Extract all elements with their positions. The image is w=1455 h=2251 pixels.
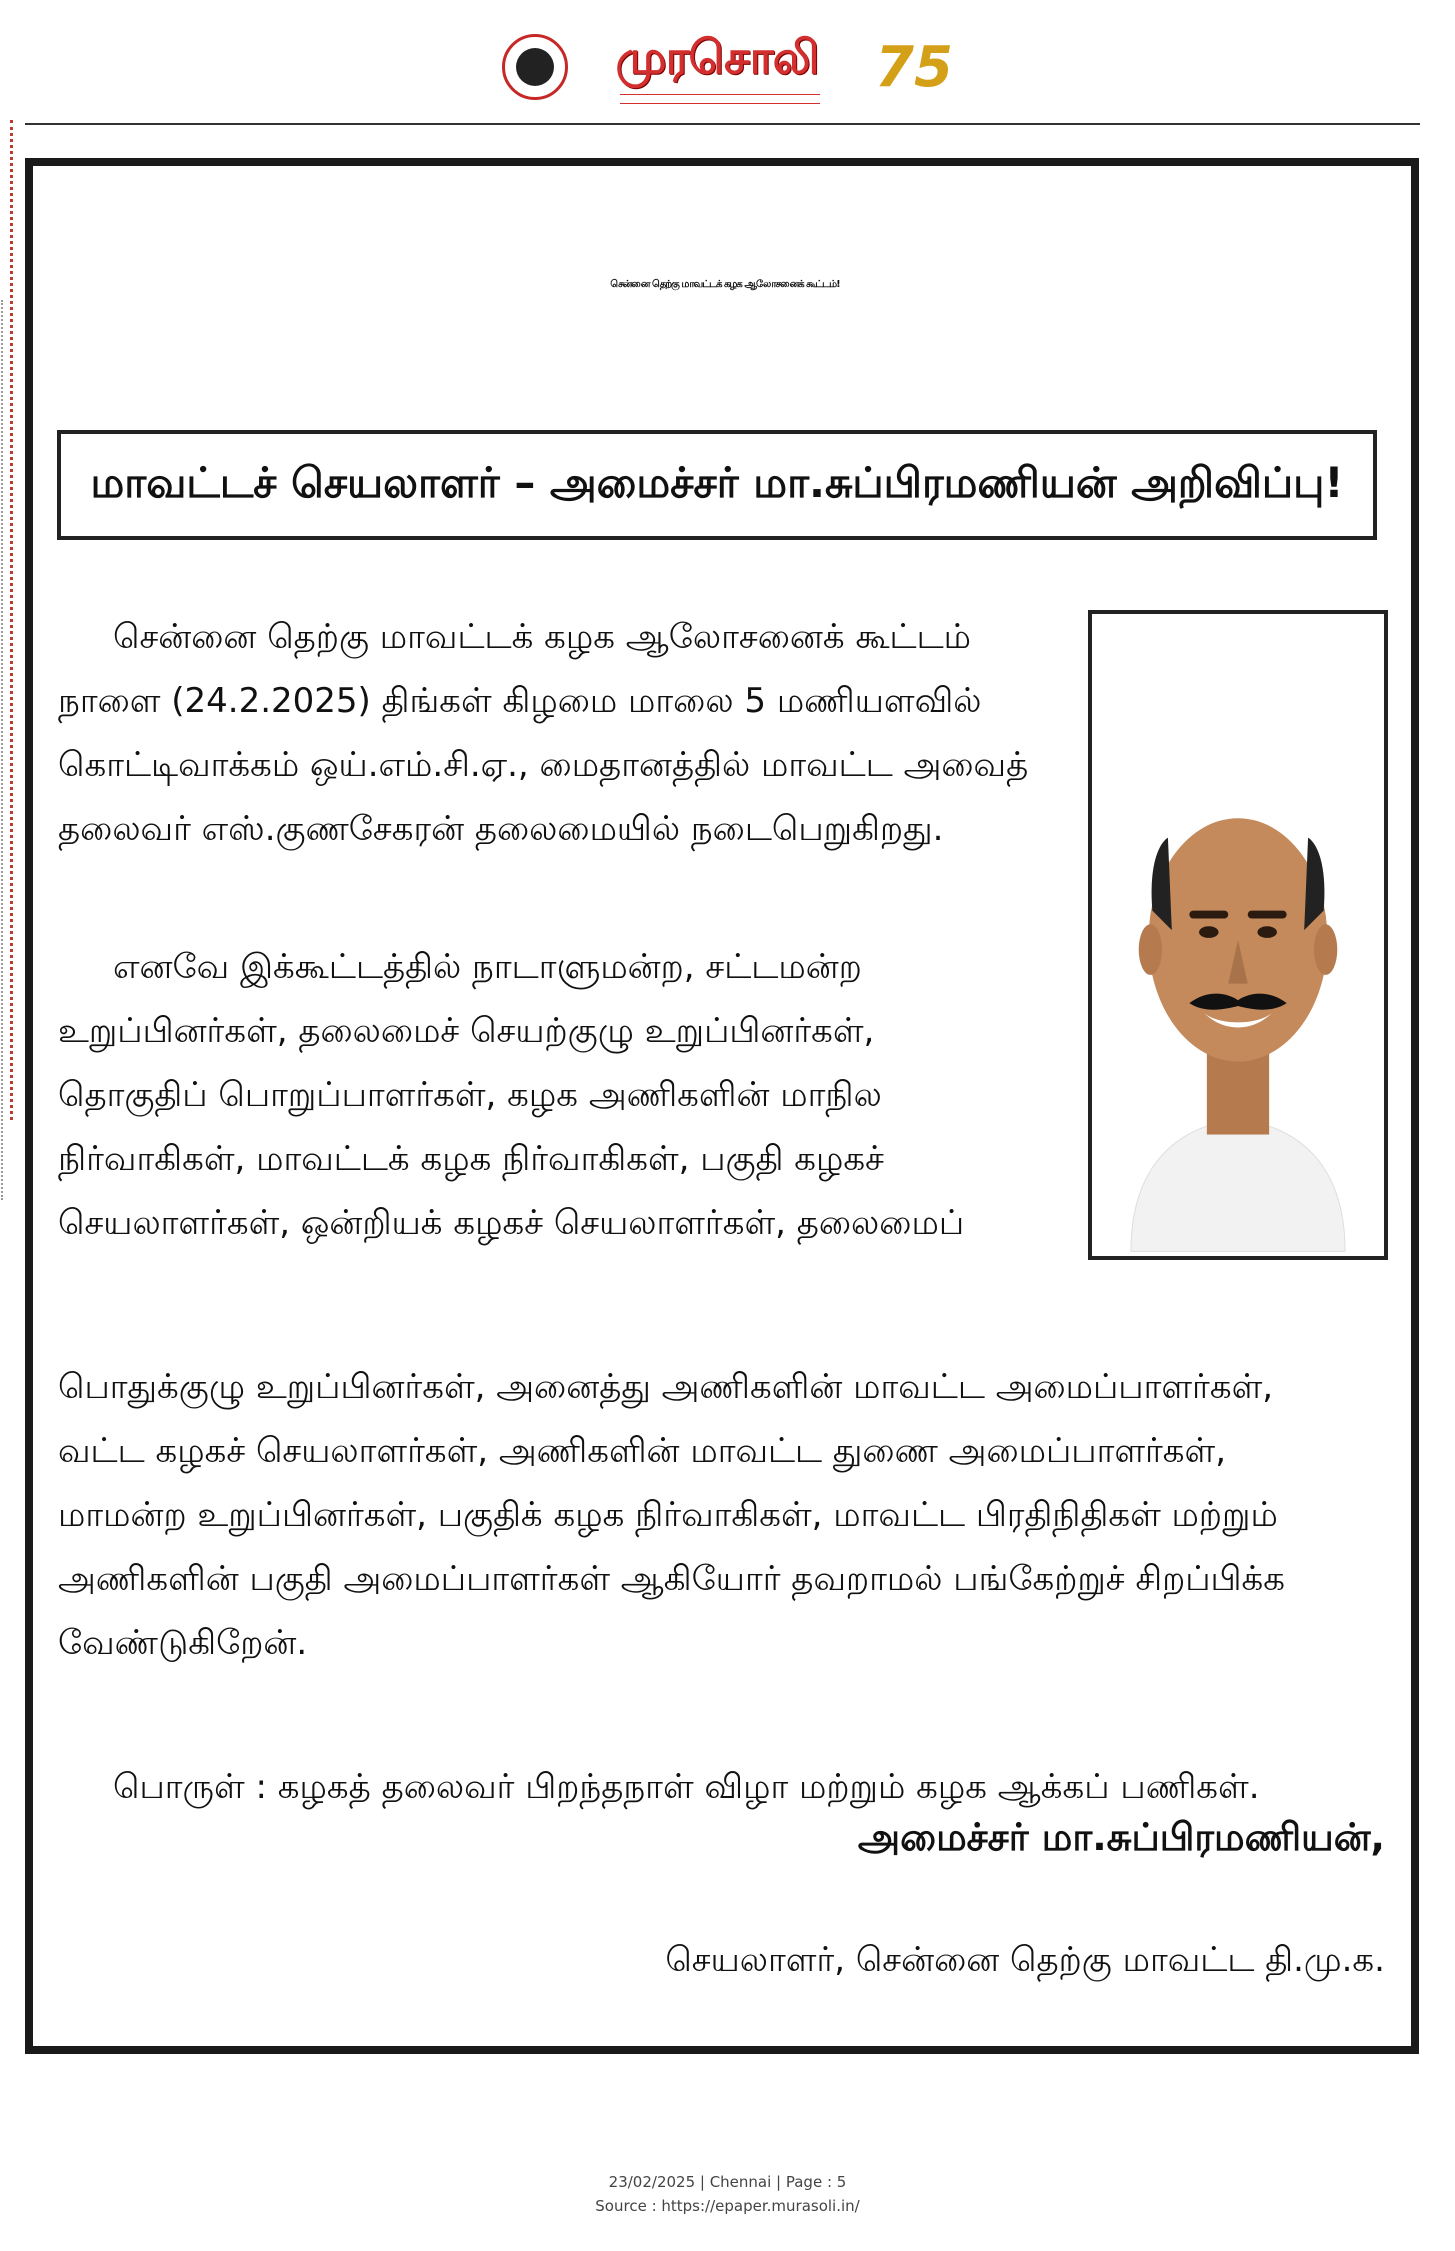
paragraph-invitees-continued (58, 1355, 1383, 1675)
newspaper-logo: முரசொலி (615, 29, 819, 84)
subheadline-box (57, 430, 1377, 540)
logo-underline (620, 94, 820, 104)
text-line: சென்னை தெற்கு மாவட்டக் கழக ஆலோசனைக் கூட்டம் (113, 617, 972, 657)
text-line: எனவே இக்கூட்டத்தில் நாடாளுமன்ற, சட்டமன்ற (113, 947, 862, 987)
text-line: மாமன்ற உறுப்பினர்கள், பகுதிக் கழக நிர்வாகிகள், மாவட்ட பிரதிநிதிகள் மற்றும் (58, 1495, 1278, 1535)
ad-subheadline: மாவட்டச் செயலாளர் – அமைச்சர் மா.சுப்பிரமணியன் அறிவிப்பு! (90, 457, 1344, 507)
masthead-divider (25, 123, 1420, 125)
agenda-line: பொருள் : கழகத் தலைவர் பிறந்தநாள் விழா மற்றும் கழக ஆக்கப் பணிகள். (113, 1767, 1260, 1807)
text-line: பொதுக்குழு உறுப்பினர்கள், அனைத்து அணிகளின் மாவட்ட அமைப்பாளர்கள், (58, 1367, 1274, 1407)
paragraph-invitees (58, 935, 1068, 1255)
edition-info: 23/02/2025 | Chennai | Page : 5 (608, 2173, 847, 2191)
text-line: நிர்வாகிகள், மாவட்டக் கழக நிர்வாகிகள், பகுதி கழகச் (58, 1139, 884, 1179)
source-link[interactable]: Source : https://epaper.murasoli.in/ (595, 2197, 860, 2215)
paragraph-meeting-details (58, 605, 1068, 861)
anniversary-emblem: 75 (875, 34, 953, 100)
text-line: வட்ட கழகச் செயலாளர்கள், அணிகளின் மாவட்ட துணை அமைப்பாளர்கள், (58, 1431, 1227, 1471)
text-line: வேண்டுகிறேன். (58, 1623, 308, 1663)
paragraph-agenda (58, 1755, 1383, 1819)
text-line: செயலாளர்கள், ஒன்றியக் கழகச் செயலாளர்கள், தலைமைப் (58, 1203, 965, 1243)
text-line: உறுப்பினர்கள், தலைமைச் செயற்குழு உறுப்பினர்கள், (58, 1011, 875, 1051)
page-footer (0, 2170, 1455, 2218)
signatory-title: செயலாளர், சென்னை தெற்கு மாவட்ட தி.மு.க. (665, 1940, 1385, 1980)
newspaper-masthead (0, 12, 1455, 107)
portrait-image (1092, 614, 1384, 1256)
portrait-photo (1088, 610, 1388, 1260)
text-line: தொகுதிப் பொறுப்பாளர்கள், கழக அணிகளின் மாநில (58, 1075, 882, 1115)
party-seal-icon (502, 34, 568, 100)
text-line: அணிகளின் பகுதி அமைப்பாளர்கள் ஆகியோர் தவறாமல் பங்கேற்றுச் சிறப்பிக்க (58, 1559, 1286, 1599)
text-line: நாளை (24.2.2025) திங்கள் கிழமை மாலை 5 மணியளவில் (58, 681, 982, 721)
signatory-name: அமைச்சர் மா.சுப்பிரமணியன், (857, 1815, 1385, 1859)
margin-dotted-line (1, 300, 11, 1200)
ad-headline: சென்னை தெற்கு மாவட்டக் கழக ஆலோசனைக் கூட்டம்! (610, 279, 840, 290)
text-line: கொட்டிவாக்கம் ஒய்.எம்.சி.ஏ., மைதானத்தில் மாவட்ட அவைத் (58, 745, 1029, 785)
text-line: தலைவர் எஸ்.குணசேகரன் தலைமையில் நடைபெறுகிறது. (58, 809, 944, 849)
